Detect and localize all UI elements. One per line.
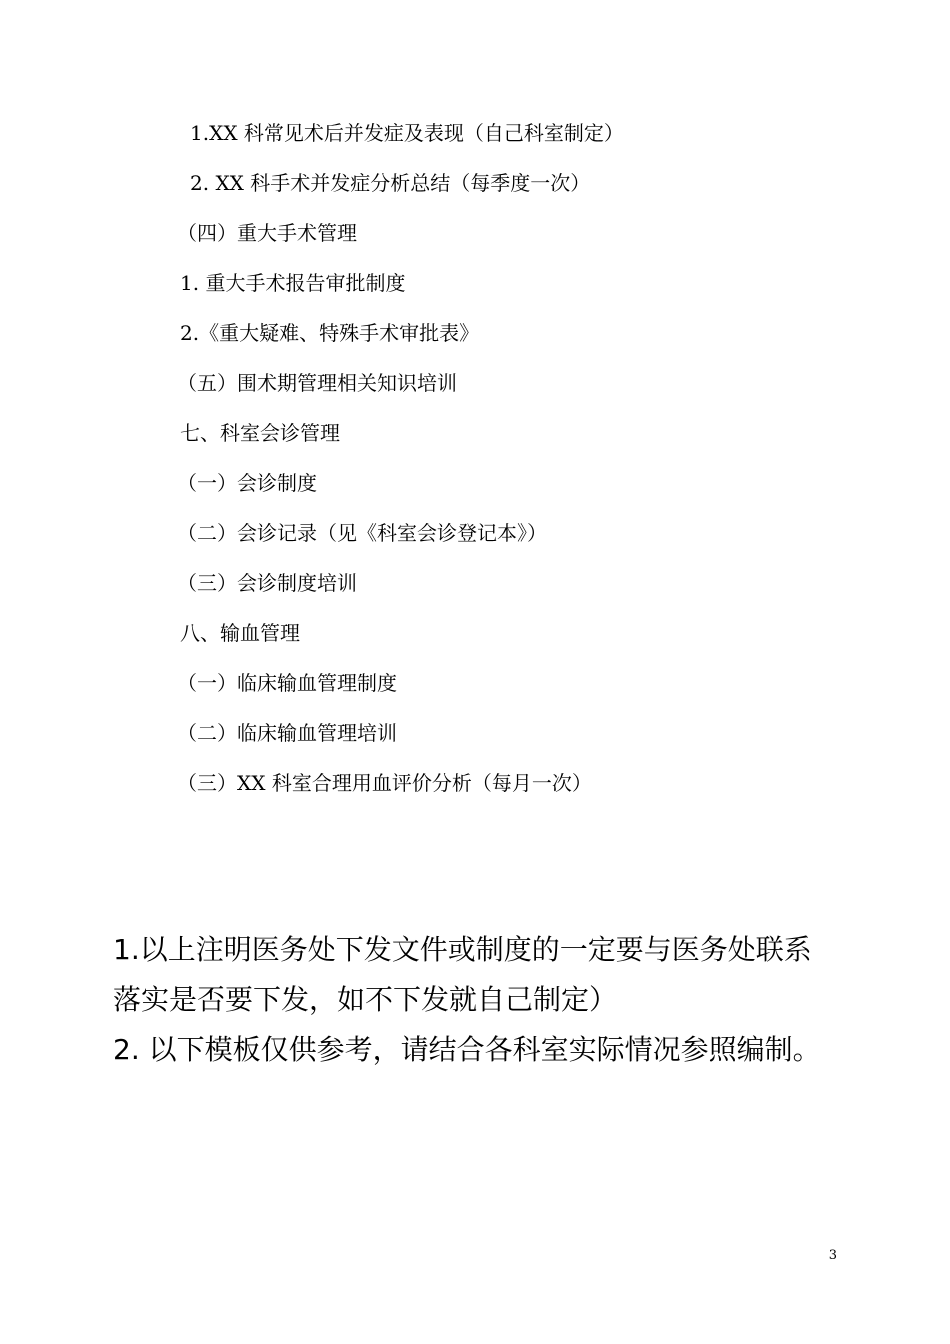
outline-item-complications-list: 1.XX 科常见术后并发症及表现（自己科室制定） bbox=[190, 121, 624, 145]
outline-item-complications-analysis: 2. XX 科手术并发症分析总结（每季度一次） bbox=[190, 171, 591, 195]
page-number: 3 bbox=[828, 1248, 837, 1263]
outline-heading-perioperative-training: （五）围术期管理相关知识培训 bbox=[177, 371, 457, 395]
outline-item-major-surgery-approval: 1. 重大手术报告审批制度 bbox=[180, 271, 406, 295]
outline-item-consultation-record: （二）会诊记录（见《科室会诊登记本》） bbox=[177, 521, 547, 545]
outline-item-transfusion-policy: （一）临床输血管理制度 bbox=[177, 671, 397, 695]
outline-item-transfusion-training: （二）临床输血管理培训 bbox=[177, 721, 397, 745]
outline-section-transfusion: 八、输血管理 bbox=[180, 621, 300, 645]
outline-item-consultation-training: （三）会诊制度培训 bbox=[177, 571, 357, 595]
outline-heading-major-surgery: （四）重大手术管理 bbox=[177, 221, 357, 245]
note-line-1: 1.以上注明医务处下发文件或制度的一定要与医务处联系 bbox=[113, 933, 812, 966]
outline-item-approval-form: 2.《重大疑难、特殊手术审批表》 bbox=[180, 321, 480, 345]
outline-section-consultation: 七、科室会诊管理 bbox=[180, 421, 340, 445]
outline-item-blood-use-evaluation: （三）XX 科室合理用血评价分析（每月一次） bbox=[177, 771, 592, 795]
note-line-2: 落实是否要下发，如不下发就自己制定） bbox=[113, 983, 618, 1016]
outline-item-consultation-policy: （一）会诊制度 bbox=[177, 471, 317, 495]
note-line-3: 2. 以下模板仅供参考，请结合各科室实际情况参照编制。 bbox=[113, 1033, 821, 1066]
